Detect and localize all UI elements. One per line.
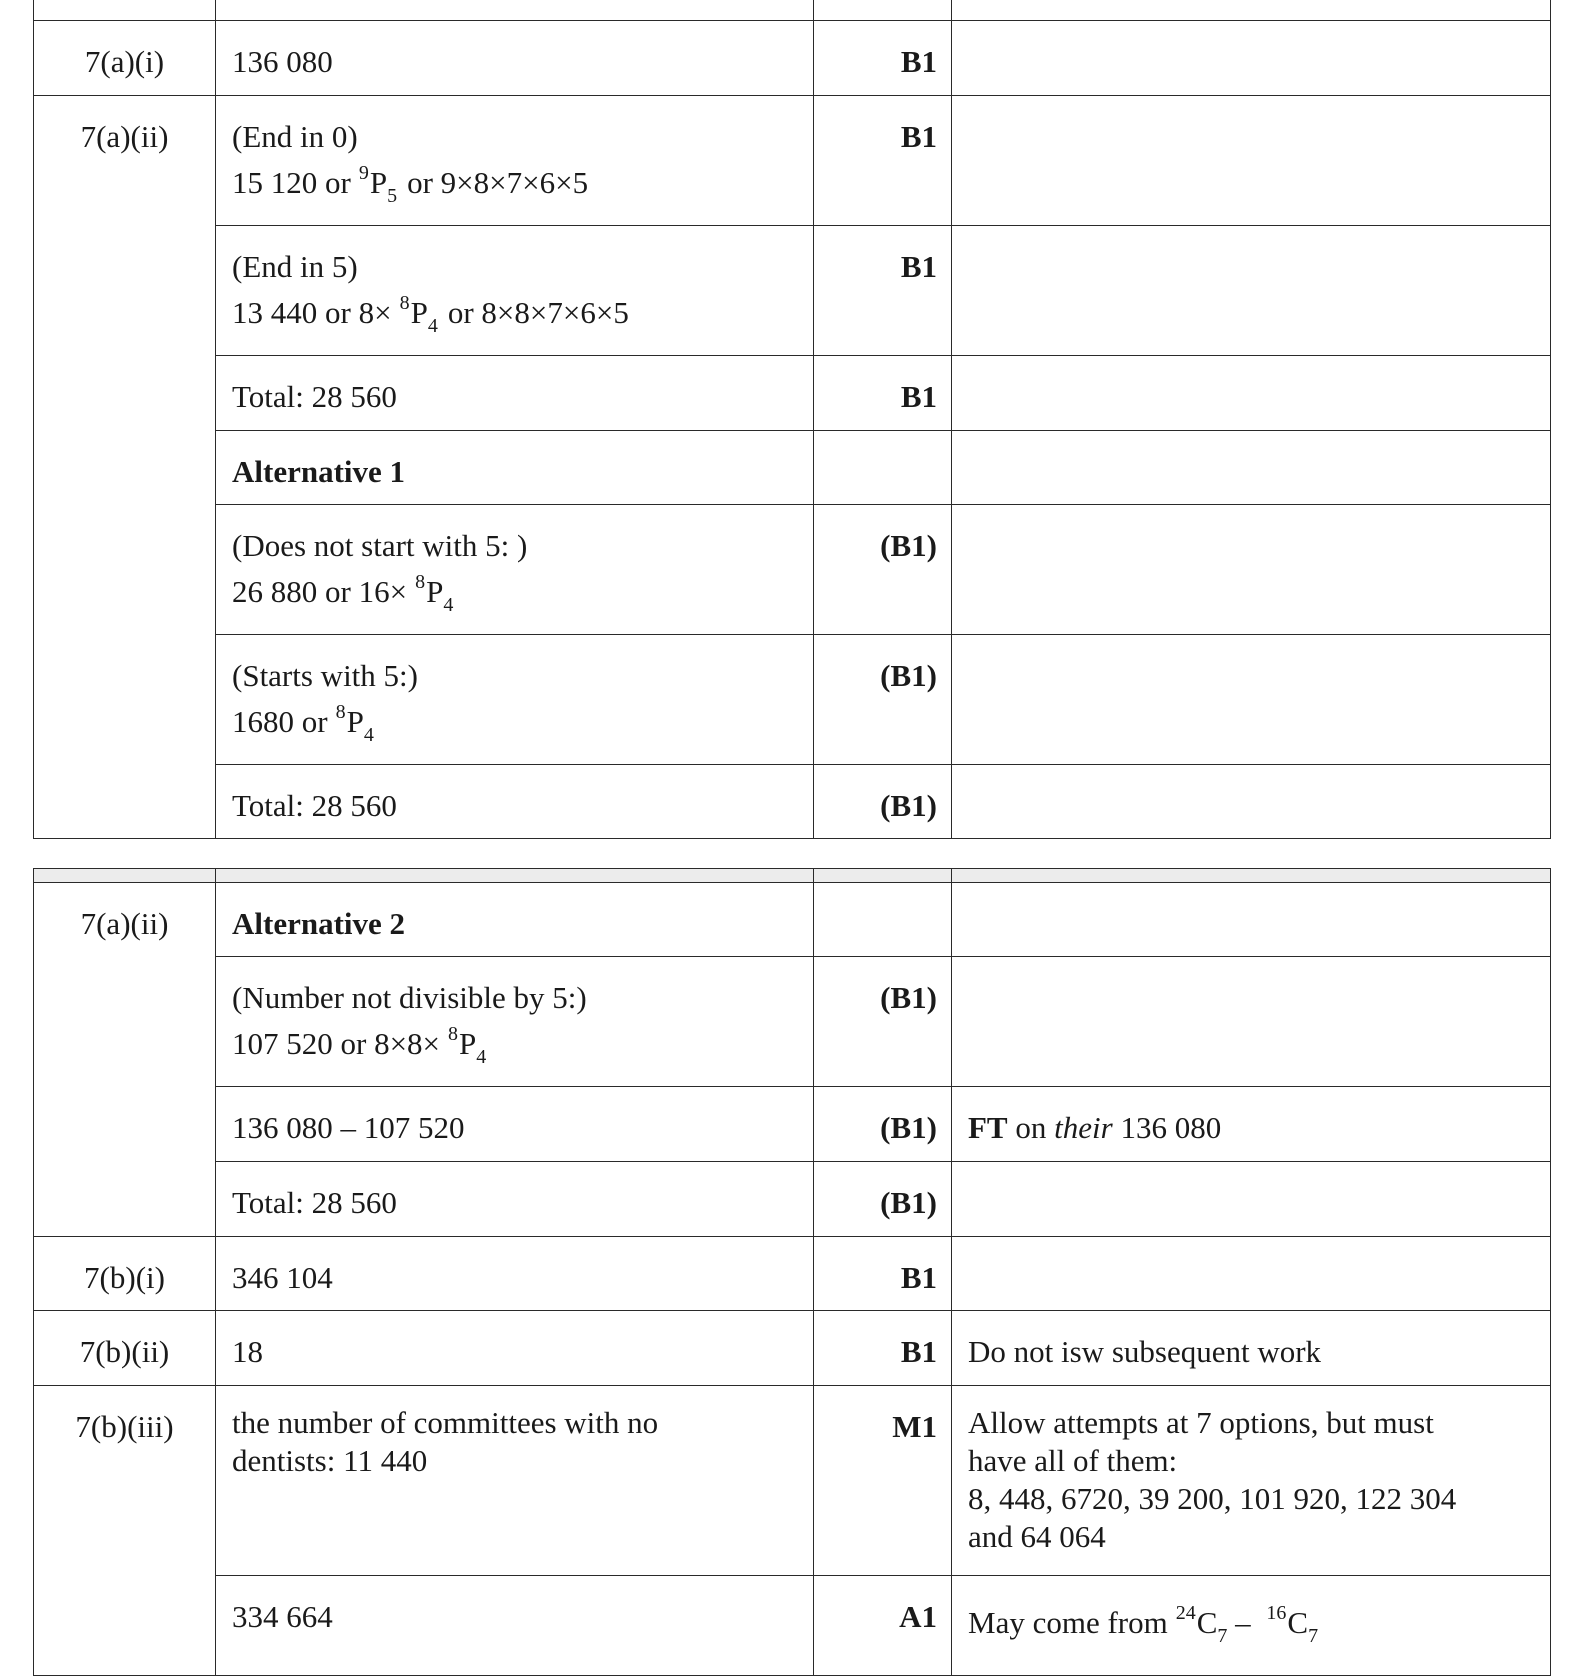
mark-scheme-table-lower — [33, 868, 1551, 1676]
table-row — [34, 1311, 1551, 1386]
answer-cell: Total: 28 560 — [216, 1162, 814, 1237]
table-row — [34, 431, 1551, 505]
mark-cell: (B1) — [814, 1162, 952, 1237]
answer-line: 26 880 or $16\times ^8P_4$ — [232, 571, 454, 616]
question-number: 7(b)(iii) — [34, 1386, 216, 1676]
guidance-line: and 64 064 — [968, 1519, 1106, 1554]
guidance-cell: FT on their 136 080 — [952, 1087, 1551, 1162]
answer-line: (End in 0) — [232, 119, 358, 154]
answer-line: the number of committees with no — [232, 1405, 659, 1440]
table-row — [34, 1576, 1551, 1676]
answer-line: (Does not start with 5: ) — [232, 528, 528, 563]
mark-cell: M1 — [814, 1386, 952, 1576]
table-row — [34, 505, 1551, 635]
mark-cell — [814, 431, 952, 505]
answer-cell: 18 — [216, 1311, 814, 1386]
guidance-cell — [952, 1386, 1551, 1576]
answer-line: 15 120 or $^9P_5$ or 9×8×7×6×5 — [232, 162, 589, 207]
mark-cell: B1 — [814, 21, 952, 96]
answer-cell — [216, 635, 814, 765]
mark-cell: B1 — [814, 356, 952, 431]
guidance-cell — [952, 635, 1551, 765]
guidance-cell: Do not isw subsequent work — [952, 1311, 1551, 1386]
guidance-cell — [952, 356, 1551, 431]
mark-cell: B1 — [814, 226, 952, 356]
mark-cell: B1 — [814, 96, 952, 226]
guidance-cell — [952, 505, 1551, 635]
mark-cell: B1 — [814, 1237, 952, 1311]
mark-cell: (B1) — [814, 765, 952, 839]
question-number: 7(b)(ii) — [34, 1311, 216, 1386]
mark-cell: (B1) — [814, 1087, 952, 1162]
answer-cell — [216, 226, 814, 356]
guidance-line: have all of them: — [968, 1443, 1178, 1478]
table-row — [34, 1162, 1551, 1237]
mark-scheme-table-upper — [33, 0, 1551, 839]
table-row — [34, 21, 1551, 96]
answer-line: dentists: 11 440 — [232, 1443, 428, 1478]
table-row — [34, 1237, 1551, 1311]
table-row — [34, 0, 1551, 21]
guidance-cell — [952, 883, 1551, 957]
mark-cell: (B1) — [814, 957, 952, 1087]
answer-cell: 136 080 – 107 520 — [216, 1087, 814, 1162]
alternative-heading: Alternative 1 — [216, 431, 814, 505]
guidance-cell — [952, 226, 1551, 356]
answer-line: (End in 5) — [232, 249, 358, 284]
answer-cell: 334 664 — [216, 1576, 814, 1676]
guidance-cell — [952, 96, 1551, 226]
answer-cell: Total: 28 560 — [216, 356, 814, 431]
guidance-cell — [952, 21, 1551, 96]
mark-cell: (B1) — [814, 635, 952, 765]
answer-cell — [216, 957, 814, 1087]
answer-line: 107 520 or $8\times 8\times ^8P_4$ — [232, 1023, 487, 1068]
answer-cell: 136 080 — [216, 21, 814, 96]
mark-cell: A1 — [814, 1576, 952, 1676]
table-row — [34, 96, 1551, 226]
table-row — [34, 957, 1551, 1087]
answer-line: 1680 or $^8P_4$ — [232, 701, 374, 746]
guidance-line: Allow attempts at 7 options, but must — [968, 1405, 1434, 1440]
mark-cell: (B1) — [814, 505, 952, 635]
table-row — [34, 226, 1551, 356]
mark-cell — [814, 883, 952, 957]
table-row — [34, 1386, 1551, 1576]
guidance-cell — [952, 957, 1551, 1087]
answer-line: (Number not divisible by 5:) — [232, 980, 587, 1015]
mark-cell: B1 — [814, 1311, 952, 1386]
guidance-cell — [952, 1237, 1551, 1311]
guidance-cell — [952, 1162, 1551, 1237]
table-row — [34, 1087, 1551, 1162]
question-number: 7(a)(ii) — [34, 883, 216, 1237]
table-row — [34, 883, 1551, 957]
answer-line: (Starts with 5:) — [232, 658, 418, 693]
table-row — [34, 635, 1551, 765]
alternative-heading: Alternative 2 — [216, 883, 814, 957]
answer-cell — [216, 505, 814, 635]
answer-cell — [216, 96, 814, 226]
guidance-cell — [952, 765, 1551, 839]
table-row — [34, 869, 1551, 883]
answer-cell: 346 104 — [216, 1237, 814, 1311]
question-number: 7(b)(i) — [34, 1237, 216, 1311]
table-row — [34, 765, 1551, 839]
question-number: 7(a)(ii) — [34, 96, 216, 839]
question-number: 7(a)(i) — [34, 21, 216, 96]
answer-cell — [216, 1386, 814, 1576]
table-row — [34, 356, 1551, 431]
guidance-cell — [952, 431, 1551, 505]
guidance-cell: May come from $^{24}C_7 - ^{16}C_7$ — [952, 1576, 1551, 1676]
answer-line: 13 440 or $8\times ^8P_4$ or 8×8×7×6×5 — [232, 292, 629, 337]
answer-cell: Total: 28 560 — [216, 765, 814, 839]
guidance-line: 8, 448, 6720, 39 200, 101 920, 122 304 — [968, 1481, 1457, 1516]
